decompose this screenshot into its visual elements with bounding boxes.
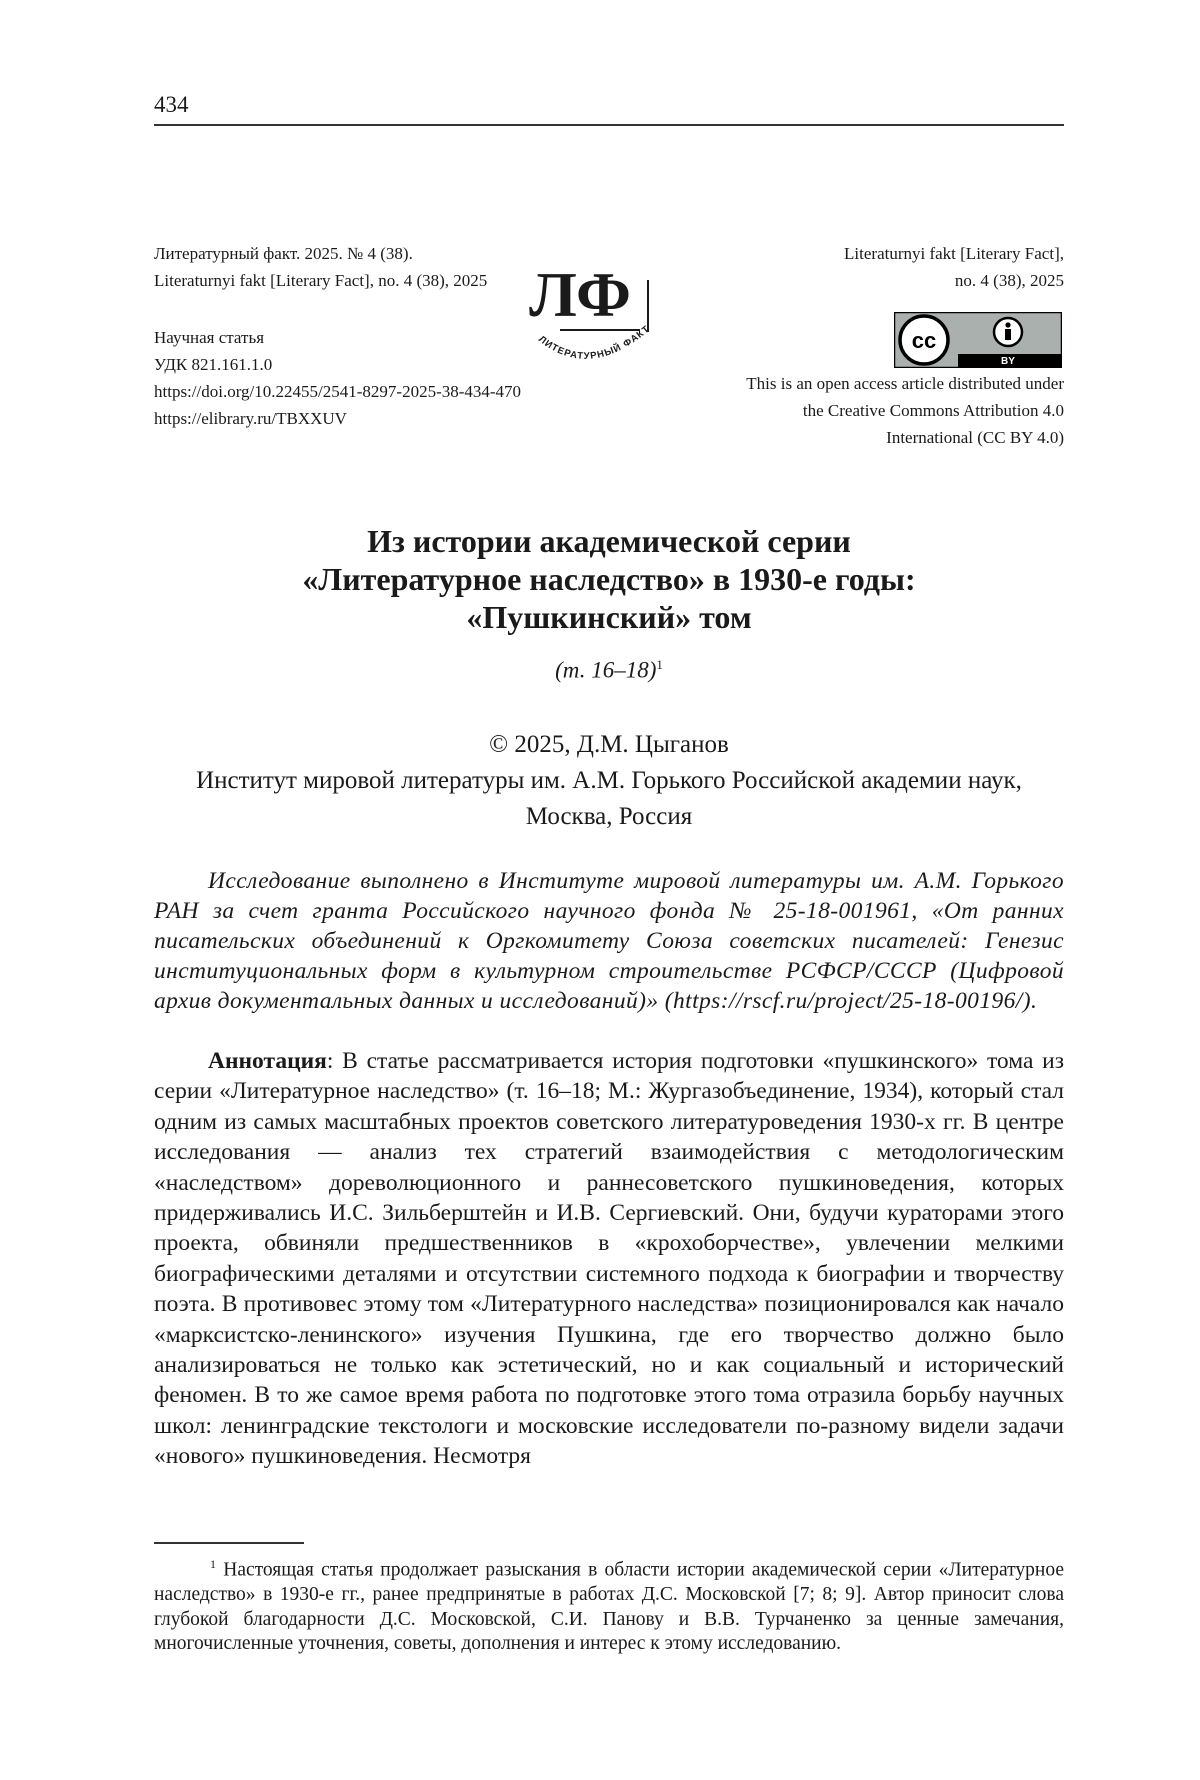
journal-en: Literaturnyi fakt [Literary Fact], no. 4 (38), 2025 bbox=[154, 271, 488, 290]
title-line-1: Из истории академической серии bbox=[367, 523, 851, 559]
license-line-3: International (CC BY 4.0) bbox=[886, 428, 1064, 447]
license-line-1: This is an open access article distributed under bbox=[746, 374, 1064, 393]
volume-range: (т. 16–18) bbox=[555, 657, 657, 683]
footnote-text: Настоящая статья продолжает разыскания в области истории академической серии «Литературное наследство» в 1930-е гг., ранее предпринятые в работах Д.С. Московской [7; 8; 9]. Автор приносит слова глубокой благодарности Д.С. Московской, С.И. Панову и В.В. Турчаненко за ценные замечания, многочисленные уточнения, советы, дополнения и интерес к этому исследованию. bbox=[154, 1559, 1064, 1654]
footnote-ref[interactable]: 1 bbox=[656, 657, 663, 672]
author-block bbox=[154, 727, 1064, 835]
journal-citation-left bbox=[154, 240, 487, 294]
journal-en-line2: no. 4 (38), 2025 bbox=[954, 271, 1064, 290]
article-type: Научная статья bbox=[154, 328, 265, 347]
journal-citation-right bbox=[844, 240, 1064, 294]
footnote-number: 1 bbox=[210, 1557, 216, 1571]
footnote bbox=[154, 1552, 1064, 1657]
by-label: BY bbox=[1001, 356, 1015, 367]
elibrary-link[interactable]: https://elibrary.ru/TBXXUV bbox=[154, 409, 347, 428]
annotation-label: Аннотация bbox=[208, 1048, 327, 1074]
article-title bbox=[154, 522, 1064, 636]
udc-code: УДК 821.161.1.0 bbox=[154, 355, 273, 374]
article-identifiers bbox=[154, 324, 521, 432]
annotation-paragraph bbox=[154, 1046, 1064, 1472]
license-line-2: the Creative Commons Attribution 4.0 bbox=[802, 401, 1064, 420]
funding-statement: Исследование выполнено в Институте мировой литературы им. А.М. Горького РАН за счет гранта Российского научного фонда № 25-18-001961, «От ранних писательских объединений к Оргкомитету Союза советских писателей: Генезис институциональных форм в культурном строительстве РСФСР/СССР (Цифровой архив документальных данных и исследований)» (https://rscf.ru/project/25-18-00196/). bbox=[154, 868, 1064, 1014]
header-rule bbox=[154, 124, 1064, 126]
journal-en-line1: Literaturnyi fakt [Literary Fact], bbox=[844, 244, 1064, 263]
license-statement bbox=[746, 370, 1064, 451]
cc-label: cc bbox=[911, 328, 937, 353]
journal-ru: Литературный факт. 2025. № 4 (38). bbox=[154, 244, 413, 263]
author-copyright: © 2025, Д.М. Цыганов bbox=[489, 731, 729, 758]
cc-by-license-badge[interactable] bbox=[894, 312, 1062, 368]
journal-logo bbox=[520, 258, 670, 388]
page-number: 434 bbox=[154, 92, 189, 117]
doi-link[interactable]: https://doi.org/10.22455/2541-8297-2025-38-434-470 bbox=[154, 382, 522, 401]
affiliation-line-1: Институт мировой литературы им. А.М. Горького Российской академии наук, bbox=[196, 767, 1022, 794]
annotation-text: : В статье рассматривается история подготовки «пушкинского» тома из серии «Литературное наследство» (т. 16–18; М.: Жургазобъединение, 1934), который стал одним из самых масштабных проектов советского литературоведения 1930-х гг. В центре исследования — анализ тех стратегий взаимодействия с методологическим «наследством» дореволюционного и раннесоветского пушкиноведения, которых придерживались И.С. Зильберштейн и И.В. Сергиевский. Они, будучи кураторами этого проекта, обвиняли предшественников в «крохоборчестве», увлечении мелкими биографическими деталями и отсутствии системного подхода к биографии и творчеству поэта. В противовес этому том «Литературного наследства» позиционировался как начало «марксистско-ленинского» изучения Пушкина, где его творчество должно было анализироваться не только как эстетический, но и как социальный и исторический феномен. В то же самое время работа по подготовке этого тома отразила борьбу научных школ: ленинградские текстологи и московские исследователи по-разному видели задачи «нового» пушкиноведения. Несмотря bbox=[154, 1048, 1064, 1470]
logo-ring-text: ЛИТЕРАТУРНЫЙ ФАКТ bbox=[536, 323, 653, 362]
logo-monogram: ЛФ bbox=[529, 259, 631, 330]
title-line-2: «Литературное наследство» в 1930-е годы: bbox=[302, 561, 916, 597]
title-line-3: «Пушкинский» том bbox=[466, 599, 752, 635]
footnote-rule bbox=[154, 1542, 304, 1544]
affiliation-line-2: Москва, Россия bbox=[525, 803, 693, 830]
volume-note bbox=[154, 657, 1064, 684]
